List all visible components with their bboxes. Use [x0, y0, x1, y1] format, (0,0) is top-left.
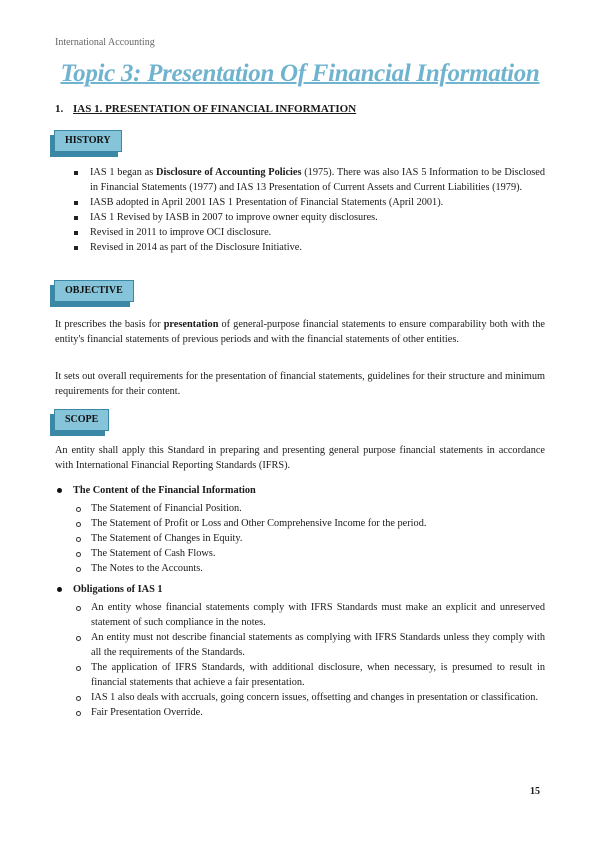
obligations-group: [57, 582, 545, 597]
content-list: [75, 501, 545, 576]
section-heading: [55, 103, 356, 115]
list-item: The Notes to the Accounts.: [75, 561, 545, 576]
section-title: IAS 1. PRESENTATION OF FINANCIAL INFORMATION: [73, 103, 357, 115]
list-item: IAS 1 also deals with accruals, going concern issues, offsetting and changes in presentation or classification.: [75, 690, 545, 705]
scope-label: SCOPE: [50, 409, 109, 431]
page-title: Topic 3: Presentation Of Financial Information: [60, 60, 540, 87]
page-number: 15: [530, 786, 540, 797]
obligations-list: [75, 600, 545, 720]
objective-label: OBJECTIVE: [50, 280, 134, 302]
list-item: IAS 1 Revised by IASB in 2007 to improve owner equity disclosures.: [74, 210, 545, 225]
history-label: HISTORY: [50, 130, 122, 152]
scope-paragraph: An entity shall apply this Standard in preparing and presenting general purpose financial statements in accordance with International Financial Reporting Standards (IFRS).: [55, 445, 545, 471]
running-header: International Accounting: [55, 37, 155, 48]
list-item: IASB adopted in April 2001 IAS 1 Presentation of Financial Statements (April 2001).: [74, 195, 545, 210]
list-item: IAS 1 began as Disclosure of Accounting Policies (1975). There was also IAS 5 Information to be Disclosed in Financial Statements (1977) and IAS 13 Presentation of Current Assets and Current Liabilities (1979).: [74, 165, 545, 195]
list-item: Revised in 2014 as part of the Disclosure Initiative.: [74, 240, 545, 255]
group-title: The Content of the Financial Information: [57, 483, 545, 498]
group-title: Obligations of IAS 1: [57, 582, 545, 597]
content-group: [57, 483, 545, 498]
list-item: An entity must not describe financial statements as complying with IFRS Standards unless they comply with all the requirements of the Standards.: [75, 630, 545, 660]
list-item: The Statement of Financial Position.: [75, 501, 545, 516]
objective-paragraph-2: It sets out overall requirements for the presentation of financial statements, guidelines for their structure and minimum requirements for their content.: [55, 371, 545, 397]
history-list: [74, 165, 545, 255]
list-item: An entity whose financial statements comply with IFRS Standards must make an explicit and unreserved statement of such compliance in the notes.: [75, 600, 545, 630]
list-item: The Statement of Cash Flows.: [75, 546, 545, 561]
list-item: The application of IFRS Standards, with additional disclosure, when necessary, is presumed to result in financial statements that achieve a fair presentation.: [75, 660, 545, 690]
section-number: 1.: [55, 103, 64, 115]
list-item: The Statement of Changes in Equity.: [75, 531, 545, 546]
list-item: Revised in 2011 to improve OCI disclosure.: [74, 225, 545, 240]
list-item: Fair Presentation Override.: [75, 705, 545, 720]
objective-paragraph-1: It prescribes the basis for presentation of general-purpose financial statements to ensure comparability both with the entity's financial statements of previous periods and with the financial statements of other entities.: [55, 319, 545, 345]
list-item: The Statement of Profit or Loss and Other Comprehensive Income for the period.: [75, 516, 545, 531]
